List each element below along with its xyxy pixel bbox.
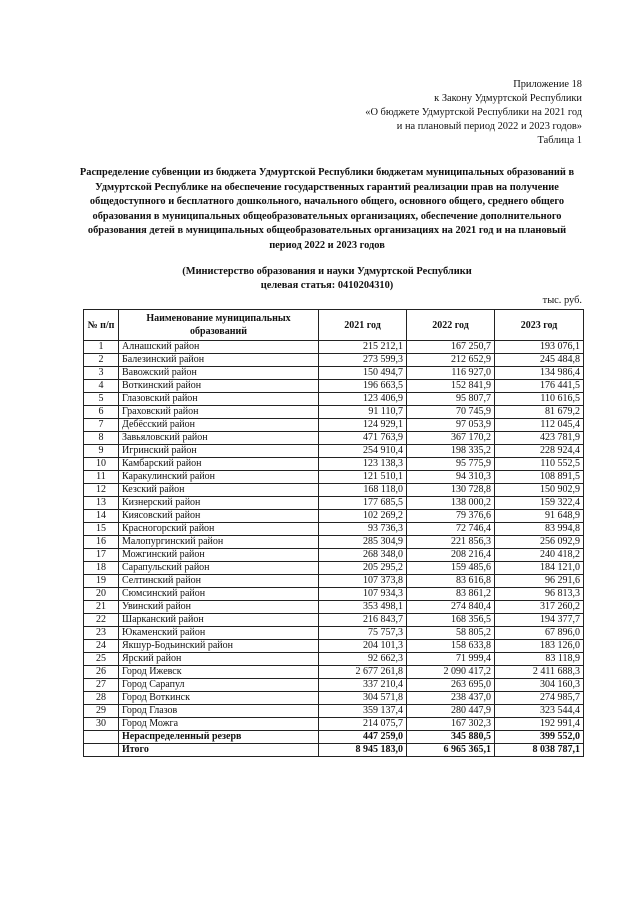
row-2021: 150 494,7 — [319, 367, 407, 380]
row-number: 26 — [84, 666, 119, 679]
row-name: Кизнерский район — [119, 497, 319, 510]
annex-line: «О бюджете Удмуртской Республики на 2021 год — [365, 107, 582, 118]
row-number — [84, 731, 119, 744]
row-2021: 205 295,2 — [319, 562, 407, 575]
row-number: 23 — [84, 627, 119, 640]
row-name: Игринский район — [119, 445, 319, 458]
row-2022: 152 841,9 — [407, 380, 495, 393]
subvention-table — [83, 309, 584, 757]
table-row — [84, 666, 584, 679]
row-number: 10 — [84, 458, 119, 471]
row-2021: 268 348,0 — [319, 549, 407, 562]
row-2021: 8 945 183,0 — [319, 744, 407, 757]
header-2022: 2022 год — [407, 310, 495, 341]
table-row — [84, 432, 584, 445]
row-number: 11 — [84, 471, 119, 484]
row-2023: 67 896,0 — [495, 627, 584, 640]
row-2022: 167 302,3 — [407, 718, 495, 731]
table-row — [84, 575, 584, 588]
row-2021: 2 677 261,8 — [319, 666, 407, 679]
row-number: 24 — [84, 640, 119, 653]
table-row — [84, 406, 584, 419]
row-name: Дебёсский район — [119, 419, 319, 432]
row-name: Шарканский район — [119, 614, 319, 627]
row-2021: 304 571,8 — [319, 692, 407, 705]
row-2021: 91 110,7 — [319, 406, 407, 419]
row-2021: 123 406,9 — [319, 393, 407, 406]
row-name: Малопургинский район — [119, 536, 319, 549]
row-number: 22 — [84, 614, 119, 627]
row-2023: 8 038 787,1 — [495, 744, 584, 757]
table-row — [84, 419, 584, 432]
row-number: 16 — [84, 536, 119, 549]
table-row — [84, 705, 584, 718]
row-2023: 81 679,2 — [495, 406, 584, 419]
row-name: Можгинский район — [119, 549, 319, 562]
row-2023: 304 160,3 — [495, 679, 584, 692]
row-number: 17 — [84, 549, 119, 562]
reserve-row — [84, 731, 584, 744]
row-2021: 273 599,3 — [319, 354, 407, 367]
table-row — [84, 601, 584, 614]
row-2022: 70 745,9 — [407, 406, 495, 419]
row-2022: 83 861,2 — [407, 588, 495, 601]
row-name: Город Глазов — [119, 705, 319, 718]
row-name: Граховский район — [119, 406, 319, 419]
row-name: Сарапульский район — [119, 562, 319, 575]
row-2021: 92 662,3 — [319, 653, 407, 666]
row-2023: 183 126,0 — [495, 640, 584, 653]
row-number: 28 — [84, 692, 119, 705]
row-2023: 399 552,0 — [495, 731, 584, 744]
row-number: 30 — [84, 718, 119, 731]
row-2023: 96 813,3 — [495, 588, 584, 601]
annex-line: и на плановый период 2022 и 2023 годов» — [396, 121, 582, 132]
row-name: Завьяловский район — [119, 432, 319, 445]
annex-block — [282, 78, 582, 148]
row-name: Сюмсинский район — [119, 588, 319, 601]
table-row — [84, 341, 584, 354]
row-2023: 228 924,4 — [495, 445, 584, 458]
row-2021: 107 934,3 — [319, 588, 407, 601]
table-body — [84, 341, 584, 757]
table-row — [84, 380, 584, 393]
row-number: 3 — [84, 367, 119, 380]
row-name: Город Воткинск — [119, 692, 319, 705]
row-2021: 196 663,5 — [319, 380, 407, 393]
table-row — [84, 445, 584, 458]
row-2023: 110 552,5 — [495, 458, 584, 471]
row-2021: 471 763,9 — [319, 432, 407, 445]
row-2021: 337 210,4 — [319, 679, 407, 692]
row-2021: 214 075,7 — [319, 718, 407, 731]
row-name: Красногорский район — [119, 523, 319, 536]
row-2023: 112 045,4 — [495, 419, 584, 432]
row-2022: 212 652,9 — [407, 354, 495, 367]
table-number: Таблица 1 — [537, 135, 582, 146]
row-2023: 323 544,4 — [495, 705, 584, 718]
row-name: Кезский район — [119, 484, 319, 497]
row-2022: 168 356,5 — [407, 614, 495, 627]
row-number: 8 — [84, 432, 119, 445]
row-2023: 159 322,4 — [495, 497, 584, 510]
row-2021: 215 212,1 — [319, 341, 407, 354]
header-name: Наименование муниципальных образований — [119, 310, 319, 341]
row-name: Воткинский район — [119, 380, 319, 393]
row-2023: 83 118,9 — [495, 653, 584, 666]
row-2023: 91 648,9 — [495, 510, 584, 523]
row-2023: 193 076,1 — [495, 341, 584, 354]
row-2021: 254 910,4 — [319, 445, 407, 458]
table-row — [84, 653, 584, 666]
row-name: Город Можга — [119, 718, 319, 731]
row-name: Город Ижевск — [119, 666, 319, 679]
table-row — [84, 484, 584, 497]
row-2022: 6 965 365,1 — [407, 744, 495, 757]
row-2021: 168 118,0 — [319, 484, 407, 497]
row-2022: 95 807,7 — [407, 393, 495, 406]
row-name: Увинский район — [119, 601, 319, 614]
row-name: Каракулинский район — [119, 471, 319, 484]
row-2022: 158 633,8 — [407, 640, 495, 653]
table-row — [84, 497, 584, 510]
row-number: 4 — [84, 380, 119, 393]
header-2023: 2023 год — [495, 310, 584, 341]
table-row — [84, 588, 584, 601]
row-2022: 79 376,6 — [407, 510, 495, 523]
row-2023: 108 891,5 — [495, 471, 584, 484]
row-name: Селтинский район — [119, 575, 319, 588]
subheading-ministry: (Министерство образования и науки Удмуртской Республики — [182, 266, 472, 277]
row-2021: 177 685,5 — [319, 497, 407, 510]
row-name: Глазовский район — [119, 393, 319, 406]
row-number: 15 — [84, 523, 119, 536]
row-name: Камбарский район — [119, 458, 319, 471]
row-name: Город Сарапул — [119, 679, 319, 692]
row-number: 1 — [84, 341, 119, 354]
row-2022: 72 746,4 — [407, 523, 495, 536]
row-2021: 75 757,3 — [319, 627, 407, 640]
row-2022: 221 856,3 — [407, 536, 495, 549]
row-2021: 93 736,3 — [319, 523, 407, 536]
row-name: Юкаменский район — [119, 627, 319, 640]
row-2021: 124 929,1 — [319, 419, 407, 432]
row-2022: 71 999,4 — [407, 653, 495, 666]
row-2023: 317 260,2 — [495, 601, 584, 614]
row-2023: 240 418,2 — [495, 549, 584, 562]
row-2023: 2 411 688,3 — [495, 666, 584, 679]
table-row — [84, 692, 584, 705]
subheading — [72, 265, 582, 293]
table-row — [84, 614, 584, 627]
row-2023: 134 986,4 — [495, 367, 584, 380]
annex-line: к Закону Удмуртской Республики — [434, 93, 582, 104]
table-header-row — [84, 310, 584, 341]
table-row — [84, 679, 584, 692]
row-2022: 198 335,2 — [407, 445, 495, 458]
table-row — [84, 536, 584, 549]
row-2021: 107 373,8 — [319, 575, 407, 588]
row-2022: 116 927,0 — [407, 367, 495, 380]
row-2021: 216 843,7 — [319, 614, 407, 627]
row-2023: 150 902,9 — [495, 484, 584, 497]
row-2022: 280 447,9 — [407, 705, 495, 718]
row-2022: 138 000,2 — [407, 497, 495, 510]
row-2023: 83 994,8 — [495, 523, 584, 536]
table-row — [84, 354, 584, 367]
row-2023: 245 484,8 — [495, 354, 584, 367]
table-row — [84, 718, 584, 731]
row-2022: 238 437,0 — [407, 692, 495, 705]
row-number — [84, 744, 119, 757]
row-2023: 110 616,5 — [495, 393, 584, 406]
row-2023: 423 781,9 — [495, 432, 584, 445]
row-2021: 123 138,3 — [319, 458, 407, 471]
row-number: 14 — [84, 510, 119, 523]
row-2022: 159 485,6 — [407, 562, 495, 575]
table-row — [84, 393, 584, 406]
row-number: 18 — [84, 562, 119, 575]
row-number: 7 — [84, 419, 119, 432]
row-2021: 447 259,0 — [319, 731, 407, 744]
row-2021: 102 269,2 — [319, 510, 407, 523]
row-2023: 192 991,4 — [495, 718, 584, 731]
header-number: № п/п — [84, 310, 119, 341]
total-row — [84, 744, 584, 757]
row-name: Киясовский район — [119, 510, 319, 523]
row-2022: 83 616,8 — [407, 575, 495, 588]
row-number: 5 — [84, 393, 119, 406]
row-2022: 208 216,4 — [407, 549, 495, 562]
row-name: Вавожский район — [119, 367, 319, 380]
units-label: тыс. руб. — [542, 295, 582, 306]
row-name: Ярский район — [119, 653, 319, 666]
row-name: Нераспределенный резерв — [119, 731, 319, 744]
table-row — [84, 471, 584, 484]
row-2023: 274 985,7 — [495, 692, 584, 705]
document-title: Распределение субвенции из бюджета Удмуртской Республики бюджетам муниципальных образований в Удмуртской Республике на обеспечение государственных гарантий реализации прав на получение общедоступного и бесплатного дошкольного, начального общего, основного общего, среднего общего образования в муниципальных общеобразовательных организациях, обеспечение дополнительного образования детей в муниципальных общеобразовательных организациях на 2021 год и на плановый период 2022 и 2023 годов — [79, 167, 575, 251]
row-number: 19 — [84, 575, 119, 588]
table-row — [84, 523, 584, 536]
row-number: 2 — [84, 354, 119, 367]
row-number: 20 — [84, 588, 119, 601]
row-name: Балезинский район — [119, 354, 319, 367]
row-2023: 184 121,0 — [495, 562, 584, 575]
row-number: 13 — [84, 497, 119, 510]
table-row — [84, 458, 584, 471]
row-name: Итого — [119, 744, 319, 757]
table-row — [84, 562, 584, 575]
row-2022: 94 310,3 — [407, 471, 495, 484]
row-2021: 359 137,4 — [319, 705, 407, 718]
table-row — [84, 640, 584, 653]
row-2022: 367 170,2 — [407, 432, 495, 445]
row-name: Якшур-Бодьинский район — [119, 640, 319, 653]
row-number: 29 — [84, 705, 119, 718]
row-2022: 97 053,9 — [407, 419, 495, 432]
row-2023: 176 441,5 — [495, 380, 584, 393]
row-2022: 263 695,0 — [407, 679, 495, 692]
table-row — [84, 367, 584, 380]
row-2022: 58 805,2 — [407, 627, 495, 640]
row-2023: 194 377,7 — [495, 614, 584, 627]
row-2022: 274 840,4 — [407, 601, 495, 614]
table-row — [84, 549, 584, 562]
row-number: 9 — [84, 445, 119, 458]
table-row — [84, 510, 584, 523]
row-number: 27 — [84, 679, 119, 692]
row-2021: 353 498,1 — [319, 601, 407, 614]
row-2021: 121 510,1 — [319, 471, 407, 484]
annex-line: Приложение 18 — [513, 79, 582, 90]
row-2023: 96 291,6 — [495, 575, 584, 588]
row-2021: 204 101,3 — [319, 640, 407, 653]
table-row — [84, 627, 584, 640]
subheading-article: целевая статья: 0410204310) — [260, 280, 394, 291]
row-2022: 345 880,5 — [407, 731, 495, 744]
row-name: Алнашский район — [119, 341, 319, 354]
row-number: 21 — [84, 601, 119, 614]
row-2022: 2 090 417,2 — [407, 666, 495, 679]
row-2021: 285 304,9 — [319, 536, 407, 549]
row-number: 6 — [84, 406, 119, 419]
row-number: 25 — [84, 653, 119, 666]
row-2023: 256 092,9 — [495, 536, 584, 549]
row-2022: 130 728,8 — [407, 484, 495, 497]
row-2022: 95 775,9 — [407, 458, 495, 471]
header-2021: 2021 год — [319, 310, 407, 341]
row-2022: 167 250,7 — [407, 341, 495, 354]
row-number: 12 — [84, 484, 119, 497]
